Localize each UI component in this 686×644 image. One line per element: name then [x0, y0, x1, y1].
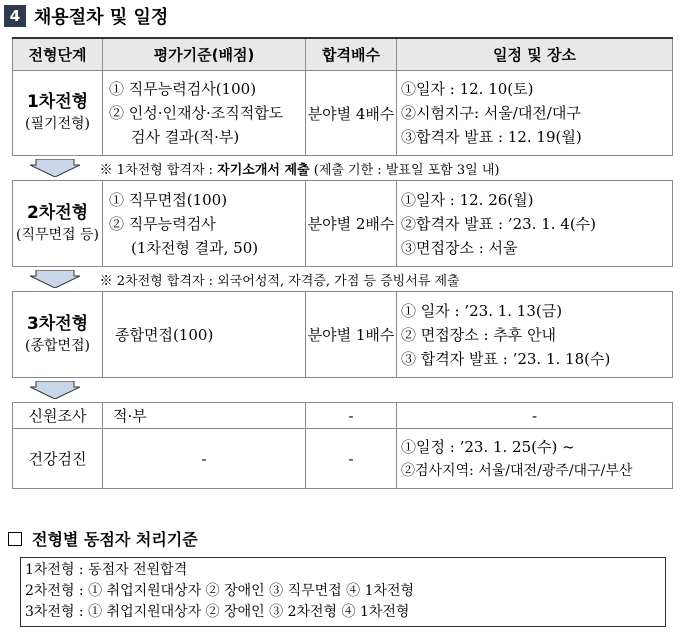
stage2-schedule-1: ①일자 : 12. 26(월)	[401, 190, 534, 209]
stage1-schedule-3: ③합격자 발표 : 12. 19(월)	[401, 128, 582, 146]
stage2-name: 2차전형	[26, 202, 89, 223]
stage2-cell	[13, 181, 103, 267]
stage1-criteria-1: ① 직무능력검사(100)	[109, 80, 257, 98]
stage2-criteria	[103, 181, 306, 267]
stage2-criteria-2: ② 직무능력검사	[109, 214, 216, 233]
header-criteria: 평가기준(배점)	[103, 38, 306, 71]
tie-rule-line-3: 3차전형 : ① 취업지원대상자 ② 장애인 ③ 2차전형 ④ 1차전형	[25, 604, 410, 620]
stage3-sub: (종합면접)	[24, 337, 91, 354]
section-number-badge: 4	[4, 5, 26, 27]
arrow-row	[13, 378, 673, 403]
health-check-name: 건강검진	[13, 429, 103, 489]
stage1-row	[13, 71, 673, 156]
stage1-sub: (필기전형)	[24, 116, 91, 132]
stage2-schedule-3: ③면접장소 : 서울	[401, 238, 518, 257]
stage2-multiple: 분야별 2배수	[306, 181, 397, 267]
table-header-row	[13, 38, 673, 71]
stage3-schedule	[397, 292, 673, 378]
background-check-row	[13, 403, 673, 429]
section-title	[4, 3, 168, 29]
stage3-multiple: 분야별 1배수	[306, 292, 397, 378]
stage3-name: 3차전형	[26, 313, 89, 334]
tie-section-title-text: 전형별 동점자 처리기준	[32, 530, 198, 549]
stage1-name: 1차전형	[26, 92, 89, 112]
stage1-criteria-3: 검사 결과(적·부)	[131, 128, 240, 146]
background-check-name: 신원조사	[13, 403, 103, 429]
stage2-sub: (직무면접 등)	[16, 226, 99, 243]
stage3-criteria	[103, 292, 306, 378]
stage2-row	[13, 181, 673, 267]
stage1-criteria	[103, 71, 306, 156]
background-check-criteria: 적·부	[103, 403, 306, 429]
stage1-schedule-1: ①일자 : 12. 10(토)	[401, 80, 534, 98]
header-multiple: 합격배수	[306, 38, 397, 71]
recruitment-schedule-table	[12, 37, 673, 489]
health-check-criteria: -	[103, 429, 306, 489]
note1-row	[13, 156, 673, 181]
tie-rules-box	[20, 557, 666, 627]
tie-rule-line-2: 2차전형 : ① 취업지원대상자 ② 장애인 ③ 직무면접 ④ 1차전형	[25, 583, 415, 599]
stage3-row	[13, 292, 673, 378]
down-arrow-icon	[30, 270, 80, 288]
stage1-schedule	[397, 71, 673, 156]
background-check-multiple: -	[306, 403, 397, 429]
note1-text: ※ 1차전형 합격자 : 자기소개서 제출 (제출 기한 : 발표일 포함 3일 내)	[99, 162, 500, 178]
arrow-cell	[13, 378, 673, 403]
stage2-criteria-1: ① 직무면접(100)	[109, 190, 228, 209]
note1-bold: 자기소개서 제출	[217, 162, 310, 178]
stage2-schedule-2: ②합격자 발표 : ’23. 1. 4(수)	[401, 214, 597, 233]
stage2-schedule	[397, 181, 673, 267]
checkbox-square-icon	[8, 532, 22, 546]
health-check-schedule-1: ①일정 : ’23. 1. 25(수) ~	[401, 437, 575, 456]
tie-section-title	[8, 527, 198, 550]
down-arrow-icon	[30, 159, 80, 177]
header-schedule: 일정 및 장소	[397, 38, 673, 71]
note2-text: ※ 2차전형 합격자 : 외국어성적, 자격증, 가점 등 증빙서류 제출	[99, 273, 460, 289]
health-check-schedule-2: ②검사지역: 서울/대전/광주/대구/부산	[401, 462, 633, 479]
stage1-cell	[13, 71, 103, 156]
stage3-criteria-1: 종합면접(100)	[115, 325, 214, 344]
stage1-criteria-2: ② 인성·인재상·조직적합도	[109, 104, 284, 122]
stage3-schedule-3: ③ 합격자 발표 : ’23. 1. 18(수)	[401, 349, 611, 368]
section-title-text: 채용절차 및 일정	[34, 7, 169, 28]
header-stage: 전형단계	[13, 38, 103, 71]
down-arrow-icon	[30, 381, 80, 399]
health-check-schedule	[397, 429, 673, 489]
stage3-schedule-1: ① 일자 : ’23. 1. 13(금)	[401, 301, 563, 320]
stage3-cell	[13, 292, 103, 378]
stage3-schedule-2: ② 면접장소 : 추후 안내	[401, 325, 557, 344]
stage2-criteria-3: (1차전형 결과, 50)	[131, 238, 259, 257]
note2-row	[13, 267, 673, 292]
note2-cell	[13, 267, 673, 292]
health-check-multiple: -	[306, 429, 397, 489]
health-check-row	[13, 429, 673, 489]
stage1-multiple: 분야별 4배수	[306, 71, 397, 156]
note1-cell	[13, 156, 673, 181]
background-check-schedule: -	[397, 403, 673, 429]
tie-rule-line-1: 1차전형 : 동점자 전원합격	[25, 562, 188, 578]
stage1-schedule-2: ②시험지구: 서울/대전/대구	[401, 104, 581, 122]
